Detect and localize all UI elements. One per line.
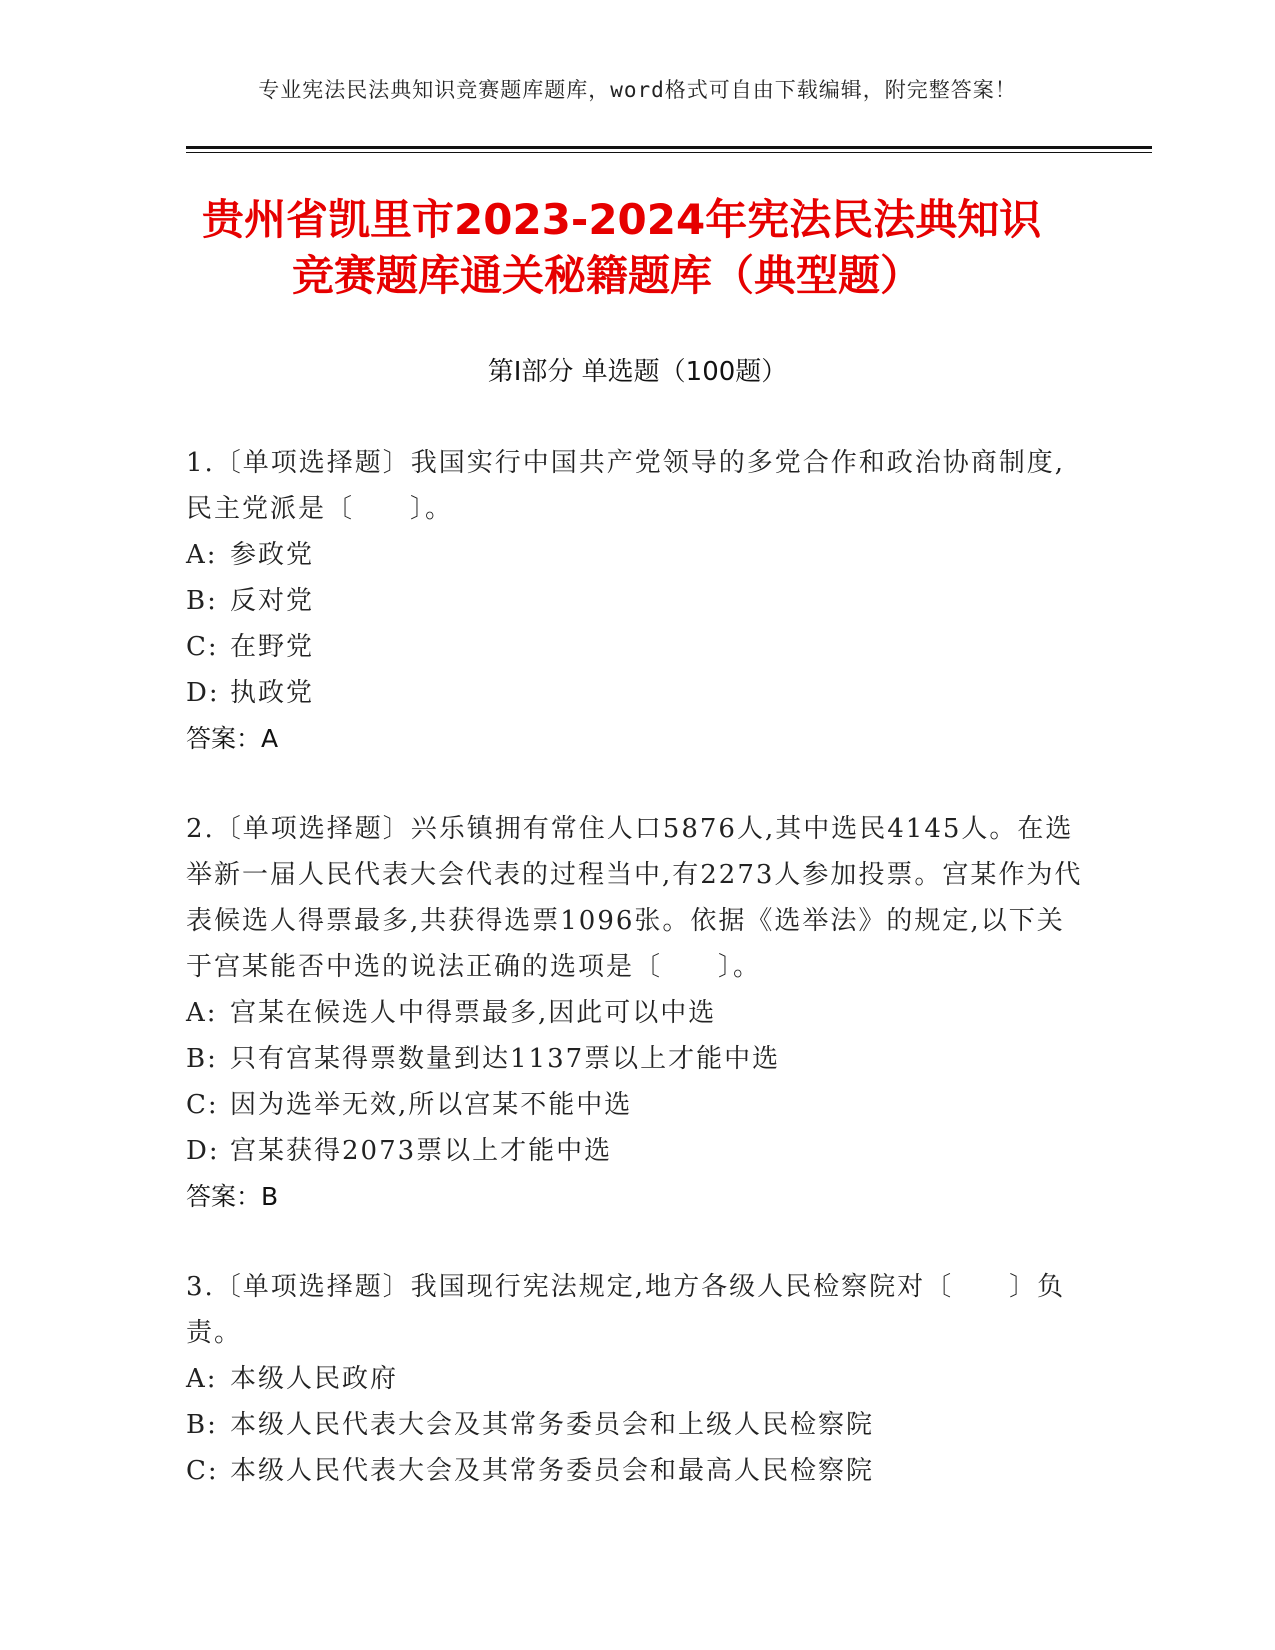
question-stem: 1.〔单项选择题〕我国实行中国共产党领导的多党合作和政治协商制度,民主党派是〔 〕。 <box>186 448 1066 524</box>
option-letter: D: <box>186 1136 220 1166</box>
option-b <box>186 1402 1086 1448</box>
question-stem: 3.〔单项选择题〕我国现行宪法规定,地方各级人民检察院对〔 〕负责。 <box>186 1272 1066 1348</box>
question-list <box>186 440 1086 1538</box>
option-letter: A: <box>186 998 218 1028</box>
option-letter: B: <box>186 1044 218 1074</box>
question-stem: 2.〔单项选择题〕兴乐镇拥有常住人口5876人,其中选民4145人。在选举新一届人民代表大会代表的过程当中,有2273人参加投票。宫某作为代表候选人得票最多,共获得选票1096张。依据《选举法》的规定,以下关于宫某能否中选的说法正确的选项是〔 〕。 <box>186 814 1083 982</box>
title-line-2: 竞赛题库通关秘籍题库（典型题） <box>292 251 923 300</box>
option-c <box>186 1082 1086 1128</box>
question-3 <box>186 1264 1086 1494</box>
question-1 <box>186 440 1086 762</box>
answer-line: 答案：A <box>186 724 279 753</box>
answer-line: 答案：B <box>186 1182 279 1211</box>
option-text: 参政党 <box>230 540 315 570</box>
option-letter: C: <box>186 632 219 662</box>
title-line-1: 贵州省凯里市2023-2024年宪法民法典知识 <box>202 195 1042 244</box>
question-2 <box>186 806 1086 1220</box>
option-d <box>186 670 1086 716</box>
option-c <box>186 624 1086 670</box>
option-letter: A: <box>186 540 218 570</box>
option-text: 宫某在候选人中得票最多,因此可以中选 <box>230 998 717 1028</box>
option-letter: D: <box>186 678 220 708</box>
option-a <box>186 1356 1086 1402</box>
option-text: 本级人民代表大会及其常务委员会和最高人民检察院 <box>230 1456 875 1486</box>
option-text: 宫某获得2073票以上才能中选 <box>230 1136 613 1166</box>
option-letter: A: <box>186 1364 218 1394</box>
section-heading: 第Ⅰ部分 单选题（100题） <box>487 357 788 387</box>
option-text: 只有宫某得票数量到达1137票以上才能中选 <box>230 1044 781 1074</box>
option-text: 因为选举无效,所以宫某不能中选 <box>230 1090 633 1120</box>
option-text: 本级人民代表大会及其常务委员会和上级人民检察院 <box>230 1410 875 1440</box>
header-rule-thin <box>186 152 1152 153</box>
option-letter: C: <box>186 1456 219 1486</box>
option-b <box>186 1036 1086 1082</box>
option-text: 执政党 <box>230 678 315 708</box>
option-b <box>186 578 1086 624</box>
option-text: 在野党 <box>230 632 315 662</box>
option-text: 本级人民政府 <box>230 1364 399 1394</box>
option-d <box>186 1128 1086 1174</box>
document-title <box>190 192 1090 304</box>
option-c <box>186 1448 1086 1494</box>
option-a <box>186 532 1086 578</box>
header-rule-thick <box>186 146 1152 149</box>
option-letter: C: <box>186 1090 219 1120</box>
page-header: 专业宪法民法典知识竞赛题库题库，word格式可自由下载编辑，附完整答案！ <box>258 78 1017 102</box>
option-a <box>186 990 1086 1036</box>
option-letter: B: <box>186 586 218 616</box>
option-text: 反对党 <box>230 586 315 616</box>
option-letter: B: <box>186 1410 218 1440</box>
